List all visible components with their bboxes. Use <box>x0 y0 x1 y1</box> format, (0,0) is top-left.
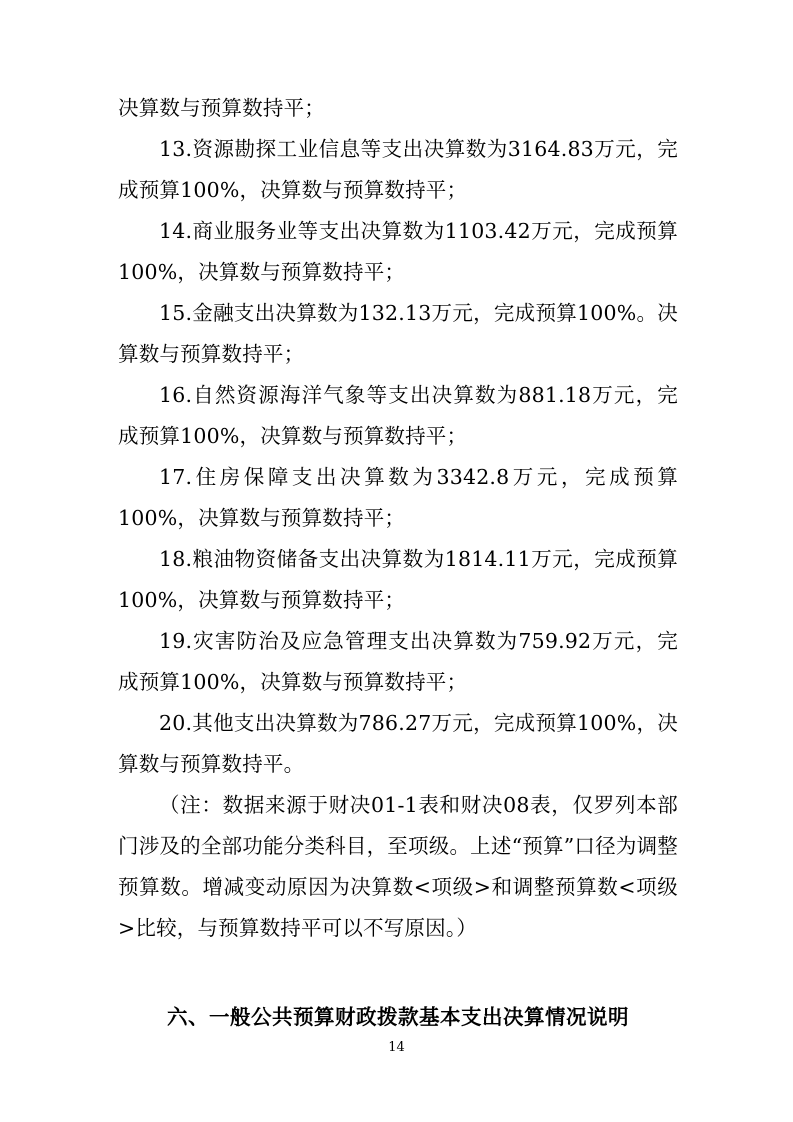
paragraph-item-15: 15.金融支出决算数为132.13万元，完成预算100%。决算数与预算数持平； <box>118 301 678 366</box>
section-heading: 六、一般公共预算财政拨款基本支出决算情况说明 <box>167 1005 629 1029</box>
paragraph-item-18: 18.粮油物资储备支出决算数为1814.11万元，完成预算100%，决算数与预算数持平； <box>118 547 678 612</box>
section-heading-wrapper <box>118 997 678 1038</box>
paragraph-item-17: 17.住房保障支出决算数为3342.8万元，完成预算100%，决算数与预算数持平； <box>118 465 678 530</box>
paragraph-item-16: 16.自然资源海洋气象等支出决算数为881.18万元，完成预算100%，决算数与预算数持平； <box>118 383 678 448</box>
paragraph-item-14: 14.商业服务业等支出决算数为1103.42万元，完成预算100%，决算数与预算数持平； <box>118 219 678 284</box>
paragraph-item-20: 20.其他支出决算数为786.27万元，完成预算100%，决算数与预算数持平。 <box>118 711 678 776</box>
paragraph-item-13: 13.资源勘探工业信息等支出决算数为3164.83万元，完成预算100%，决算数与预算数持平； <box>118 137 678 202</box>
paragraph-item-19: 19.灾害防治及应急管理支出决算数为759.92万元，完成预算100%，决算数与预算数持平； <box>118 629 678 694</box>
document-body <box>118 88 678 1038</box>
paragraph-note: （注：数据来源于财决01-1表和财决08表，仅罗列本部门涉及的全部功能分类科目，至项级。上述“预算”口径为调整预算数。增减变动原因为决算数<项级>和调整预算数<项级>比较，与预算数持平可以不写原因。） <box>118 793 678 940</box>
paragraph-continuation: 决算数与预算数持平； <box>118 96 325 120</box>
page-number: 14 <box>388 1040 405 1055</box>
